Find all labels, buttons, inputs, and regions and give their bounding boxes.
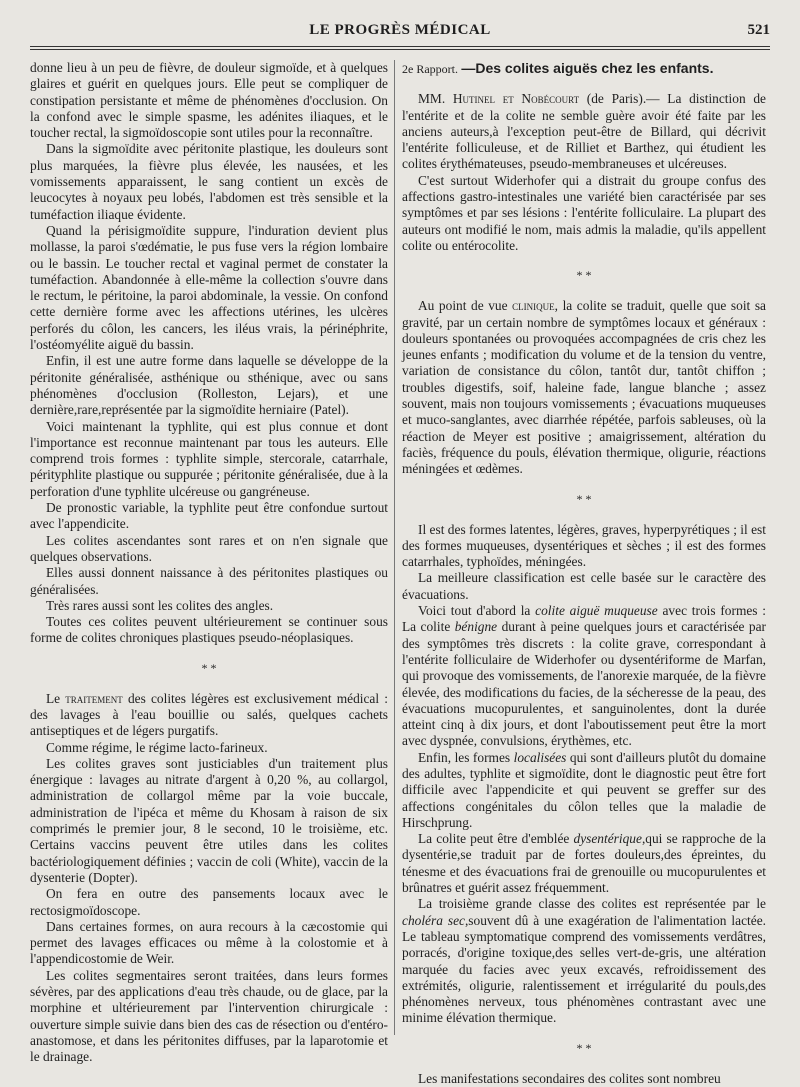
paragraph: Il est des formes latentes, légères, graves, hyperpyrétiques ; il est des formes muqueuses, dysentériques et sèches ; il est des formes catarrhales, typhoïdes, méningées. [402,521,766,570]
text: des colites légères est exclusivement médical : des lavages à l'eau bouillie ou salés, quelques cachets antiseptiques et de légers purgatifs. [30,690,388,739]
paragraph [402,896,766,1026]
journal-title: LE PROGRÈS MÉDICAL [309,22,491,38]
text: (de Paris).— La distinction de l'entérite et de la colite ne semble guère avoir été faite par les anciens auteurs,à l'exception peut-être de Billard, qui décrivit l'entérite folliculeuse, et de Rilliet et Barthez, qui étudient les colites érythémateuses, pseudo-membraneuses et ulcéreuses. [402,91,766,172]
small-caps-term: traitement [65,690,123,706]
paragraph: Très rares aussi sont les colites des angles. [46,597,274,613]
paragraph: donne lieu à un peu de fièvre, de douleur sigmoïde, et à quelques glaires et guérit en quelques jours. Elle peut se compliquer de constipation persistante et même de phénomènes d'occlusion. On la confond avec le simple spasme, les adénites iliaques, et le toucher rectal, la sigmoïdoscopie sont utiles pour la reconnaître. [30,60,388,141]
column-separator [394,60,395,1035]
paragraph: Dans la sigmoïdite avec péritonite plastique, les douleurs sont plus marquées, la fièvre plus élevée, les nausées, et les vomissements apparaissent, le sang contient un excès de leucocytes à noyaux peu lobés, l'abdomen est très sensible et la tuméfaction iliaque évidente. [30,141,388,222]
paragraph: C'est surtout Widerhofer qui a distrait du groupe confus des affections gastro-intestinales une variété bien caractérisée par ses symptômes et par ses lésions : l'entérite folliculaire. La plupart des auteurs ont modifié le nom, mais admis la maladie, qu'ils appellent colite ou entérocolite. [402,172,766,253]
text: qui sont d'ailleurs plutôt du domaine des adultes, typhlite et sigmoïdite, dont le diagnostic peut être fort difficile avec l'appendicite et qui peuvent se greffer sur des affections congénitales du côlon telles que la maladie de Hirschprung. [402,749,766,830]
paragraph: Enfin, il est une autre forme dans laquelle se développe de la péritonite généralisée, asthénique ou sthénique, avec ou sans phénomènes d'occlusion (Rolleston, Lejars), et une dernière,rare,représentée par la sigmoïdite herniaire (Patel). [30,353,388,418]
section-stars: * * [576,1040,592,1055]
text: ,souvent dû à une exagération de l'alimentation lactée. Le tableau symptomatique comprend des vomissements verdâtres, porracés, d'origine toxique,des selles vert-de-gris, une altération marquée du facies avec yeux excavés, refroidissement des extrémités, oligurie, ralentissement et irrégularité du pouls,des phénomènes nerveux, tous phénomènes contrastant avec une minime élévation thermique. [402,912,766,1026]
paragraph: Les manifestations secondaires des colites sont nombreu [418,1070,721,1086]
paragraph: Les colites segmentaires seront traitées, dans leurs formes sévères, par des applications d'eau très chaude, ou de glace, par la morphine et ultérieurement par l'intervention chirurgicale : ouverture simple suivie dans bien des cas de résection ou d'entéro-anastomose, et dans les péritonites diffuses, par la laparotomie et le drainage. [30,967,388,1065]
paragraph: On fera en outre des pansements locaux avec le rectosigmoïdoscope. [30,886,388,918]
text: Voici tout d'abord la [418,603,531,619]
italic-term: dysentérique [573,831,642,847]
paragraph: Les colites graves sont justiciables d'un traitement plus énergique : lavages au nitrate d'argent à 0,20 %, au collargol, administration de collargol même par la voie buccale, administration de l'ipéca et même du Khosam à raison de six comprimés le premier jour, 8 le second, 10 le troisième, etc. Certains vaccins peuvent être utiles dans les colites bactériologiquement définies ; vaccin de coli (White), vaccin de la dysenterie (Dopter). [30,755,388,885]
italic-term: choléra sec [402,912,465,928]
text: La colite peut être d'emblée [418,831,570,847]
text: , la colite se traduit, quelle que soit sa gravité, par un certain nombre de symptômes locaux et généraux : douleurs spontanées ou provoquées accompagnées de cris chez les jeunes enfants ; modification du volume et de la tension du ventre, variation de consistance du côlon, tantôt dur, tantôt chiffon ; troubles digestifs, soif, haleine fade, langue blanche ; assez souvent, mais non toujours vomissements ; évacuations muqueuses et muco-sanglantes, avec diarrhée répétée, parfois sableuses, où la réaction de Meyer est positive ; amaigrissement, altération du faciès, fréquence du pouls, élévation thermique, oligurie, réactions méningées et œdèmes. [402,298,766,477]
paragraph [402,603,766,750]
report-number: 2e Rapport. [402,62,458,76]
left-column [30,60,388,1066]
paragraph: Voici maintenant la typhlite, qui est plus connue et dont l'importance est reconnue maintenant par tous les auteurs. Elle comprend trois formes : typhlite simple, stercorale, catarrhale, pérityphlite plastique ou suppurée ; péritonite généralisée, due à la perforation d'une typhlite ulcéreuse ou gangréneuse. [30,418,388,499]
section-stars: * * [576,268,592,283]
paragraph: Dans certaines formes, on aura recours à la cæcostomie qui permet des lavages efficaces ou même à la colostomie et à l'appendicostomie de Weir. [30,918,388,967]
small-caps-term: clinique [512,298,555,314]
text: ,qui se rapproche de la dysentérie,se traduit par de fortes douleurs,des épreintes, du ténesme et des évacuations frai de grenouille ou mucopurulentes et brûnatres et guérit assez fréquemment. [402,831,766,896]
paragraph: Elles aussi donnent naissance à des péritonites plastiques ou généralisées. [30,565,388,597]
paragraph: Quand la périsigmoïdite suppure, l'induration devient plus mollasse, la paroi s'œdématie, le pus fuse vers la région lombaire ou le bassin. Le toucher rectal et vaginal permet de constater la tuméfaction. Abandonnée à elle-même la collection s'ouvre dans le rectum, le péritoine, la paroi abdominale, la vessie. On confond cette dernière forme avec les affections utérines, les ulcères perforés du côlon, les cancers, les iléus vrais, la périnéphrite, l'ostéomyélite aiguë du bassin. [30,222,388,353]
text: Le [46,690,61,706]
page-header [30,22,770,42]
italic-term: bénigne [454,619,498,635]
italic-term: localisées [513,749,567,765]
header-rule [30,46,770,50]
text: Enfin, les formes [418,749,511,765]
authors: MM. Hutinel et Nobécourt [418,91,580,107]
report-title: —Des colites aiguës chez les enfants. [461,60,714,76]
paragraph: Toutes ces colites peuvent ultérieurement se continuer sous forme de colites chroniques plastiques pseudo-néoplasiques. [30,614,388,646]
report-heading [402,60,766,77]
paragraph: De pronostic variable, la typhlite peut être confondue surtout avec l'appendicite. [30,500,388,532]
paragraph [30,691,388,740]
text: durant à peine quelques jours et caractérisée par des symptômes très discrets : la colite grave, correspondant à l'entérite folliculaire de Widerhofer ou dysentériforme de Marfan, qui provoque des vomissements, de l'anorexie marquée, de la fièvre élevée, des modifications du facies, de la sécheresse de la peau, des évacuations mucopurulentes, et sanguinolentes, dont la durée atteint cinq à dix jours, et dont l'aboutissement peut être la mort avec dyspnée, convulsions, érythèmes, etc. [402,619,766,749]
italic-term: colite aiguë muqueuse [535,603,658,619]
paragraph [402,298,766,477]
paragraph: Comme régime, le régime lacto-farineux. [46,739,268,755]
page-number: 521 [747,22,770,38]
paragraph [402,91,766,172]
paragraph [402,750,766,831]
section-stars: * * [201,660,217,675]
paragraph: La meilleure classification est celle basée sur le caractère des évacuations. [402,570,766,602]
text: Au point de vue [418,298,508,314]
paragraph: Les colites ascendantes sont rares et on n'en signale que quelques observations. [30,532,388,564]
text: avec trois formes : La colite [402,603,766,635]
text: La troisième grande classe des colites est représentée par le [418,896,766,912]
right-column [402,60,766,1087]
section-stars: * * [576,491,592,506]
paragraph [402,831,766,896]
